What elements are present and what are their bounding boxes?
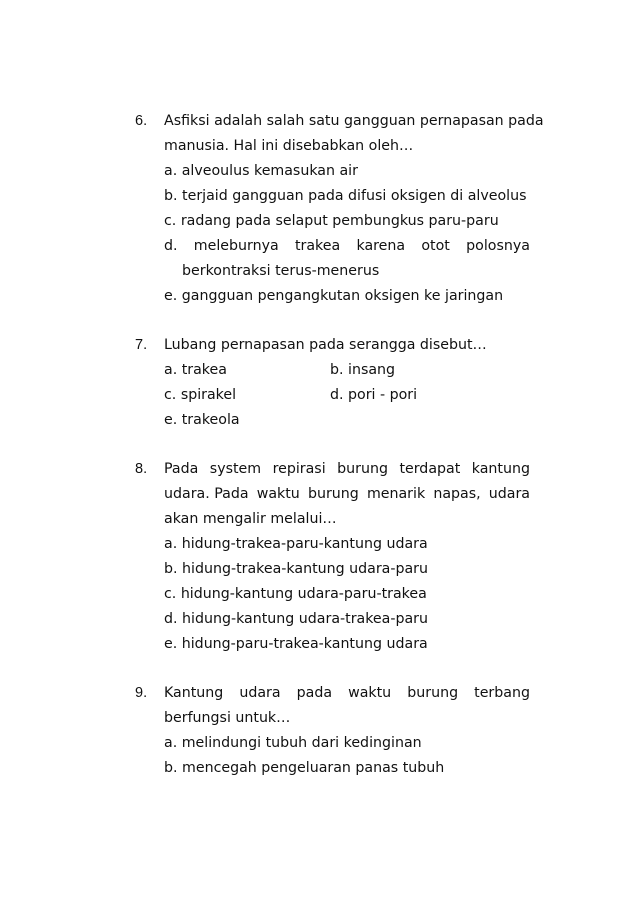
word: kantung (471, 461, 530, 477)
word: burung (407, 685, 459, 701)
word: terdapat (399, 461, 461, 477)
option-c: c. spirakel (164, 387, 237, 403)
question-stem-continued: berfungsi untuk… (164, 710, 291, 726)
question-number: 6. (135, 113, 148, 129)
question-9 (135, 681, 530, 781)
options-row-ab (135, 358, 530, 383)
option-e: e. trakeola (164, 412, 240, 428)
word: meleburnya (193, 238, 279, 254)
question-number: 8. (135, 461, 148, 477)
option-a: a. melindungi tubuh dari kedinginan (164, 735, 422, 751)
option-d: d. hidung-kantung udara-trakea-paru (164, 611, 428, 627)
question-8-line-1 (135, 457, 530, 482)
option-c: c. hidung-kantung udara-paru-trakea (164, 586, 427, 602)
word: udara (488, 486, 530, 502)
option-a: a. hidung-trakea-paru-kantung udara (164, 536, 428, 552)
option-d-line-2: berkontraksi terus-menerus (182, 263, 380, 279)
question-6-line-1 (135, 109, 544, 134)
word: pada (296, 685, 333, 701)
word: polosnya (466, 238, 530, 254)
word: system (209, 461, 262, 477)
question-stem-continued: manusia. Hal ini disebabkan oleh… (164, 138, 414, 154)
question-9-line-1 (135, 681, 530, 706)
word: trakea (294, 238, 341, 254)
option-d: d. pori - pori (330, 387, 418, 403)
option-b: b. hidung-trakea-kantung udara-paru (164, 561, 428, 577)
question-stem: Lubang pernapasan pada serangga disebut… (164, 337, 487, 353)
word: udara. Pada (164, 486, 249, 502)
question-stem-continued: akan mengalir melalui… (164, 511, 337, 527)
word: repirasi (272, 461, 326, 477)
question-6 (135, 109, 544, 309)
word: Kantung (164, 685, 224, 701)
word: karena (356, 238, 406, 254)
question-8 (135, 457, 530, 657)
question-7 (135, 333, 530, 433)
option-e: e. hidung-paru-trakea-kantung udara (164, 636, 428, 652)
option-a: a. alveoulus kemasukan air (164, 163, 358, 179)
options-row-cd (135, 383, 530, 408)
word: burung (307, 486, 359, 502)
word: waktu (256, 486, 300, 502)
question-number: 7. (135, 337, 148, 353)
question-number: 9. (135, 685, 148, 701)
option-e: e. gangguan pengangkutan oksigen ke jaringan (164, 288, 504, 304)
option-a: a. trakea (164, 362, 227, 378)
question-stem: Asfiksi adalah salah satu gangguan pernapasan pada (164, 113, 544, 129)
word: waktu (348, 685, 392, 701)
option-c: c. radang pada selaput pembungkus paru-paru (164, 213, 499, 229)
word: d. (164, 238, 178, 254)
word: napas, (433, 486, 481, 502)
option-b: b. mencegah pengeluaran panas tubuh (164, 760, 445, 776)
word: terbang (474, 685, 530, 701)
question-7-line-1 (135, 333, 530, 358)
word: Pada (164, 461, 199, 477)
question-8-line-2 (135, 482, 530, 507)
word: otot (421, 238, 450, 254)
option-b: b. terjaid gangguan pada difusi oksigen di alveolus (164, 188, 527, 204)
word: menarik (366, 486, 426, 502)
word: burung (337, 461, 388, 477)
word: udara (239, 685, 281, 701)
option-b: b. insang (330, 362, 396, 378)
option-d-line-1 (135, 234, 530, 259)
